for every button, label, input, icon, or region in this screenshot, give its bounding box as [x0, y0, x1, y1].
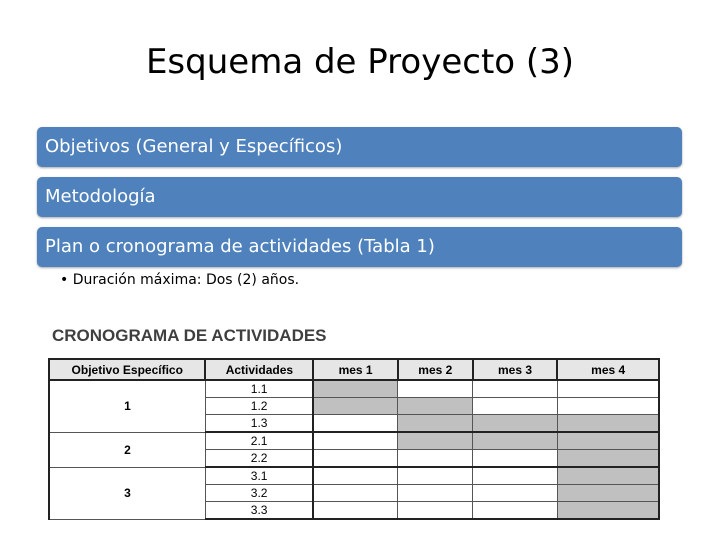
activity-cell: 3.3 [205, 502, 313, 520]
header-cell: mes 3 [473, 359, 558, 380]
month-cell-empty [473, 467, 558, 485]
table-row [49, 432, 659, 450]
table-body [49, 380, 659, 519]
month-cell-active [398, 432, 473, 450]
month-cell-empty [313, 450, 398, 468]
objective-cell: 3 [49, 467, 205, 519]
month-cell-empty [313, 502, 398, 520]
slide-title: Esquema de Proyecto (3) [145, 42, 575, 82]
header-cell: Objetivo Específico [49, 359, 205, 380]
month-cell-active [557, 450, 659, 468]
month-cell-empty [313, 432, 398, 450]
month-cell-empty [398, 380, 473, 398]
month-cell-active [313, 398, 398, 415]
month-cell-empty [398, 502, 473, 520]
month-cell-active [473, 415, 558, 433]
month-cell-active [557, 485, 659, 502]
month-cell-empty [473, 380, 558, 398]
objective-cell: 1 [49, 380, 205, 432]
month-cell-active [557, 415, 659, 433]
objective-cell: 2 [49, 432, 205, 467]
month-cell-active [557, 432, 659, 450]
header-cell: mes 1 [313, 359, 398, 380]
activity-cell: 1.2 [205, 398, 313, 415]
section-bar-metodologia: Metodología [37, 177, 682, 217]
table-title: CRONOGRAMA DE ACTIVIDADES [52, 326, 327, 345]
bullet-duracion: • Duración máxima: Dos (2) años. [60, 272, 300, 288]
month-cell-empty [557, 398, 659, 415]
table-header-row [49, 359, 659, 380]
header-cell: Actividades [205, 359, 313, 380]
table-row [49, 467, 659, 485]
month-cell-active [557, 467, 659, 485]
month-cell-empty [398, 467, 473, 485]
month-cell-empty [557, 380, 659, 398]
header-cell: mes 2 [398, 359, 473, 380]
month-cell-active [557, 502, 659, 520]
activity-cell: 1.3 [205, 415, 313, 433]
month-cell-empty [398, 450, 473, 468]
activity-cell: 1.1 [205, 380, 313, 398]
activity-cell: 3.1 [205, 467, 313, 485]
month-cell-active [398, 415, 473, 433]
activity-cell: 2.1 [205, 432, 313, 450]
month-cell-empty [313, 415, 398, 433]
month-cell-empty [473, 502, 558, 520]
activity-cell: 3.2 [205, 485, 313, 502]
header-cell: mes 4 [557, 359, 659, 380]
month-cell-empty [473, 398, 558, 415]
month-cell-active [473, 432, 558, 450]
month-cell-active [398, 398, 473, 415]
activity-cell: 2.2 [205, 450, 313, 468]
month-cell-empty [473, 485, 558, 502]
month-cell-empty [313, 467, 398, 485]
table-row [49, 380, 659, 398]
month-cell-empty [398, 485, 473, 502]
month-cell-empty [473, 450, 558, 468]
schedule-table [48, 358, 660, 520]
section-bar-objetivos: Objetivos (General y Específicos) [37, 127, 682, 167]
month-cell-empty [313, 485, 398, 502]
section-bar-plan: Plan o cronograma de actividades (Tabla 1) [37, 227, 682, 267]
month-cell-active [313, 380, 398, 398]
